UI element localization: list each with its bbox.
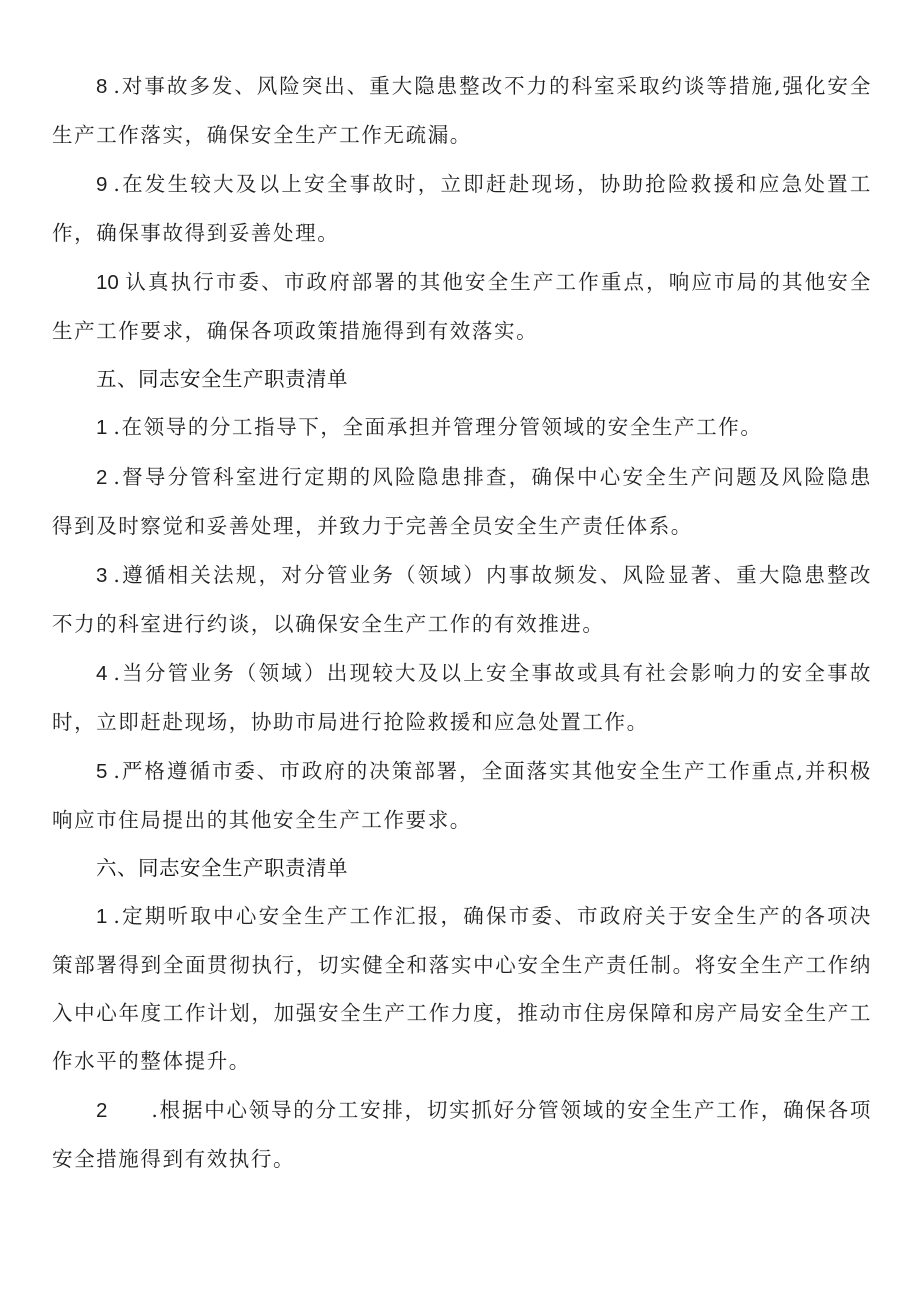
list-item (52, 453, 872, 550)
list-item (52, 892, 872, 1085)
list-item (52, 649, 872, 746)
item-number: 2 (96, 466, 108, 489)
item-text: .在领导的分工指导下，全面承担并管理分管领域的安全生产工作。 (113, 415, 763, 439)
item-text: .遵循相关法规，对分管业务（领域）内事故频发、风险显著、重大隐患整改不力的科室进行约谈，以确保安全生产工作的有效推进。 (52, 563, 872, 636)
section-heading: 五、同志安全生产职责清单 (96, 367, 348, 391)
item-number: 9 (96, 173, 108, 196)
item-text: .严格遵循市委、市政府的决策部署，全面落实其他安全生产工作重点,并积极响应市住局提出的其他安全生产工作要求。 (52, 759, 872, 832)
list-item (52, 747, 872, 844)
item-text: .在发生较大及以上安全事故时，立即赶赴现场，协助抢险救援和应急处置工作，确保事故得到妥善处理。 (52, 172, 872, 245)
list-item (52, 551, 872, 648)
item-number: 8 (96, 75, 108, 98)
item-number: 1 (96, 416, 108, 439)
item-number: 5 (96, 760, 108, 783)
section-heading: 六、同志安全生产职责清单 (96, 856, 348, 880)
item-text: .定期听取中心安全生产工作汇报，确保市委、市政府关于安全生产的各项决策部署得到全面贯彻执行，切实健全和落实中心安全生产责任制。将安全生产工作纳入中心年度工作计划，加强安全生产工作力度，推动市住房保障和房产局安全生产工作水平的整体提升。 (52, 904, 872, 1073)
item-text: .根据中心领导的分工安排，切实抓好分管领域的安全生产工作，确保各项安全措施得到有效执行。 (52, 1098, 872, 1171)
item-text: .对事故多发、风险突出、重大隐患整改不力的科室采取约谈等措施,强化安全生产工作落实，确保安全生产工作无疏漏。 (52, 74, 872, 147)
item-text: 认真执行市委、市政府部署的其他安全生产工作重点，响应市局的其他安全生产工作要求，确保各项政策措施得到有效落实。 (52, 270, 872, 343)
item-number: 1 (96, 905, 108, 928)
item-number: 4 (96, 662, 108, 685)
list-item (52, 1086, 872, 1183)
item-number: 3 (96, 564, 108, 587)
list-item (52, 62, 872, 159)
item-number: 2 (96, 1099, 108, 1122)
item-text: .当分管业务（领域）出现较大及以上安全事故或具有社会影响力的安全事故时，立即赶赴现场，协助市局进行抢险救援和应急处置工作。 (52, 661, 872, 734)
list-item (52, 160, 872, 257)
item-text: .督导分管科室进行定期的风险隐患排查，确保中心安全生产问题及风险隐患得到及时察觉和妥善处理，并致力于完善全员安全生产责任体系。 (52, 465, 872, 538)
list-item (52, 258, 872, 355)
list-item (52, 403, 872, 452)
item-number: 10 (96, 271, 119, 294)
